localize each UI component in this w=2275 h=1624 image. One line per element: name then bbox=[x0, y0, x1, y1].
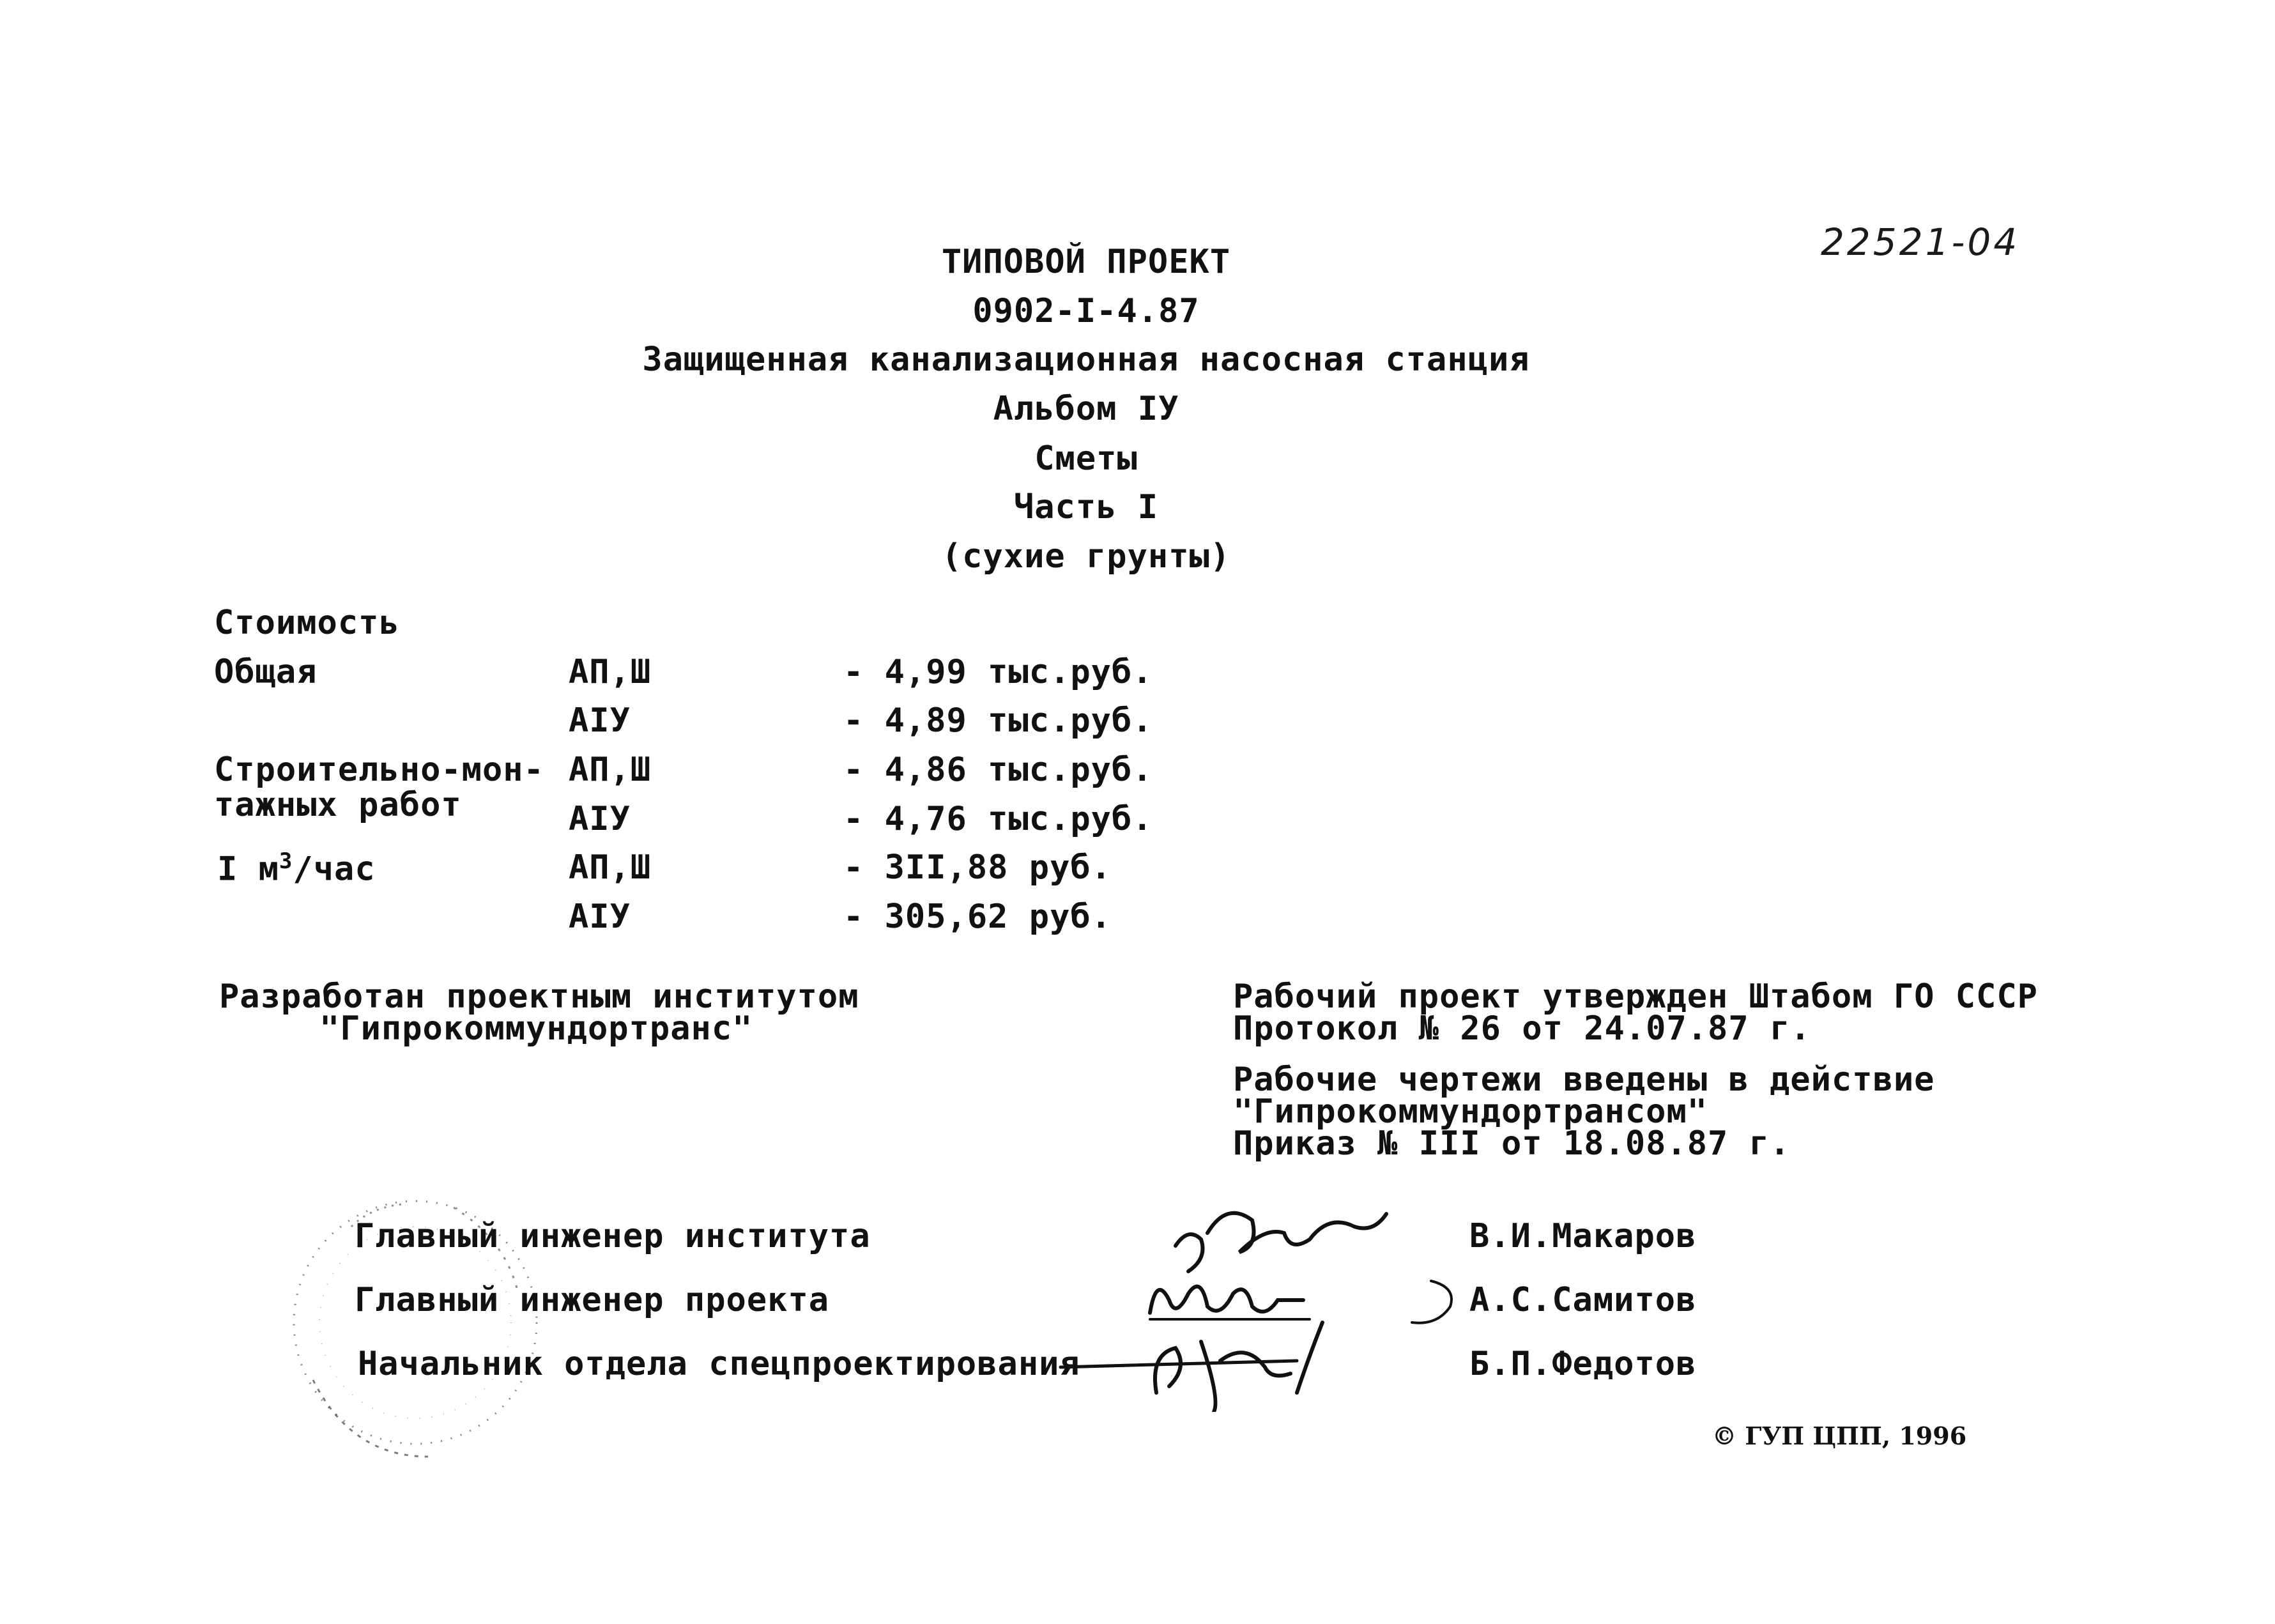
signature-role: Главный инженер проекта bbox=[355, 1281, 830, 1319]
cost-variant: АП,Ш bbox=[569, 751, 652, 789]
developer-institute: "Гипрокоммундортранс" bbox=[319, 1009, 753, 1048]
document-number: 22521-04 bbox=[1821, 220, 2020, 264]
unit-prefix: I м bbox=[217, 850, 279, 889]
project-type-title: ТИПОВОЙ ПРОЕКТ bbox=[941, 243, 1231, 281]
cost-label-total: Общая bbox=[214, 653, 318, 691]
signature-name: А.С.Самитов bbox=[1469, 1281, 1697, 1319]
cost-value: - 4,86 тыс.руб. bbox=[843, 751, 1153, 789]
cost-value: - 4,76 тыс.руб. bbox=[843, 800, 1153, 838]
copyright: © ГУП ЦПП, 1996 bbox=[1712, 1421, 1967, 1450]
signature-role: Начальник отдела спецпроектирования bbox=[358, 1345, 1080, 1383]
approval-protocol: Протокол № 26 от 24.07.87 г. bbox=[1233, 1009, 1811, 1048]
developer-line: Разработан проектным институтом bbox=[219, 977, 859, 1016]
cost-label-construction: Строительно-мон- bbox=[214, 751, 544, 789]
cost-heading: Стоимость bbox=[214, 604, 400, 642]
cost-variant: АП,Ш bbox=[569, 653, 652, 691]
approval-order: Приказ № III от 18.08.87 г. bbox=[1233, 1124, 1791, 1163]
cost-value: - 305,62 руб. bbox=[843, 898, 1112, 936]
cost-value: - 3II,88 руб. bbox=[843, 848, 1112, 887]
cost-variant: АIУ bbox=[569, 800, 631, 838]
approval-line: Рабочий проект утвержден Штабом ГО СССР bbox=[1233, 977, 2038, 1016]
approval-drawings: Рабочие чертежи введены в действие bbox=[1233, 1061, 1935, 1099]
cost-label-per-unit bbox=[217, 848, 376, 888]
cost-value: - 4,89 тыс.руб. bbox=[843, 701, 1153, 740]
cost-variant: АIУ bbox=[569, 701, 631, 740]
section-name: Сметы bbox=[1034, 440, 1138, 478]
signature-name: Б.П.Федотов bbox=[1469, 1345, 1697, 1383]
signature-role: Главный инженер института bbox=[355, 1217, 871, 1255]
cost-label-construction-2: тажных работ bbox=[214, 786, 462, 824]
approval-organization: "Гипрокоммундортрансом" bbox=[1233, 1092, 1708, 1131]
signature-name: В.И.Макаров bbox=[1469, 1217, 1697, 1255]
cost-variant: АП,Ш bbox=[569, 848, 652, 887]
project-code: 0902-I-4.87 bbox=[972, 292, 1200, 330]
cost-variant: АIУ bbox=[569, 898, 631, 936]
part-number: Часть I bbox=[1013, 488, 1159, 526]
cost-value: - 4,99 тыс.руб. bbox=[843, 653, 1153, 691]
project-subject: Защищенная канализационная насосная станция bbox=[642, 341, 1530, 379]
unit-exponent: 3 bbox=[279, 848, 293, 874]
album-number: Альбом IУ bbox=[993, 390, 1179, 428]
unit-suffix: /час bbox=[293, 850, 376, 889]
signature-fedotov-icon bbox=[1054, 1316, 1412, 1412]
soil-type: (сухие грунты) bbox=[941, 537, 1231, 576]
